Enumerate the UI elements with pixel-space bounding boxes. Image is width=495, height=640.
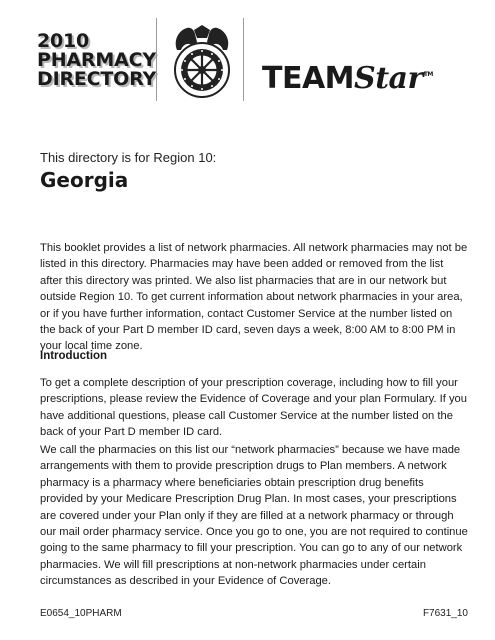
title-line-pharmacy: PHARMACY xyxy=(37,49,156,71)
title-line-year: 2010 xyxy=(37,30,90,52)
logo-trademark: TM xyxy=(423,71,433,78)
region-intro: This directory is for Region 10: xyxy=(40,150,217,165)
header-divider-right xyxy=(243,18,244,101)
paragraph-coverage: To get a complete description of your prescription coverage, including how to fill your prescriptions, please review the Evidence of Coverage and your plan Formulary. If you have additional questions, please call Customer Service at the number listed on the back of your Part D member ID card. xyxy=(40,377,467,439)
teamstar-logo xyxy=(262,61,433,96)
logo-team-text: TEAM xyxy=(262,61,355,96)
paragraph-network-explanation: We call the pharmacies on this list our “network pharmacies” because we have made arrangements with them to provide prescription drugs to Plan members. A network pharmacy is a pharmacy where beneficiaries obtain prescription drug benefits provided by your Medicare Prescription Drug Plan. In most cases, your prescriptions are covered under your Plan only if they are filled at a network pharmacy or through our mail order pharmacy service. Once you go to one, you are not required to continue going to the same pharmacy to fill your prescription. You can go to any of our network pharmacies. We will fill prescriptions at non-network pharmacies under certain circumstances as described in your Evidence of Coverage. xyxy=(40,444,468,588)
directory-title xyxy=(37,32,156,89)
union-seal-icon xyxy=(167,24,237,100)
footer-document-code: E0654_10PHARM xyxy=(40,608,122,619)
introduction-heading: Introduction xyxy=(40,350,108,362)
footer-form-code: F7631_10 xyxy=(422,608,468,619)
logo-star-text: Star xyxy=(354,61,423,96)
region-name: Georgia xyxy=(40,168,129,192)
header xyxy=(0,18,495,103)
title-line-directory: DIRECTORY xyxy=(37,68,157,90)
header-divider-left xyxy=(156,18,157,101)
paragraph-network-pharmacies: This booklet provides a list of network pharmacies. All network pharmacies may not be listed in this directory. Pharmacies may have been added or removed from the list after this directory was printed. We also list pharmacies that are in our network but outside Region 10. To get current information about network pharmacies in your area, or if you have further information, contact Customer Service at the number listed on the back of your Part D member ID card, seven days a week, 8:00 AM to 8:00 PM in your local time zone. xyxy=(40,242,468,353)
